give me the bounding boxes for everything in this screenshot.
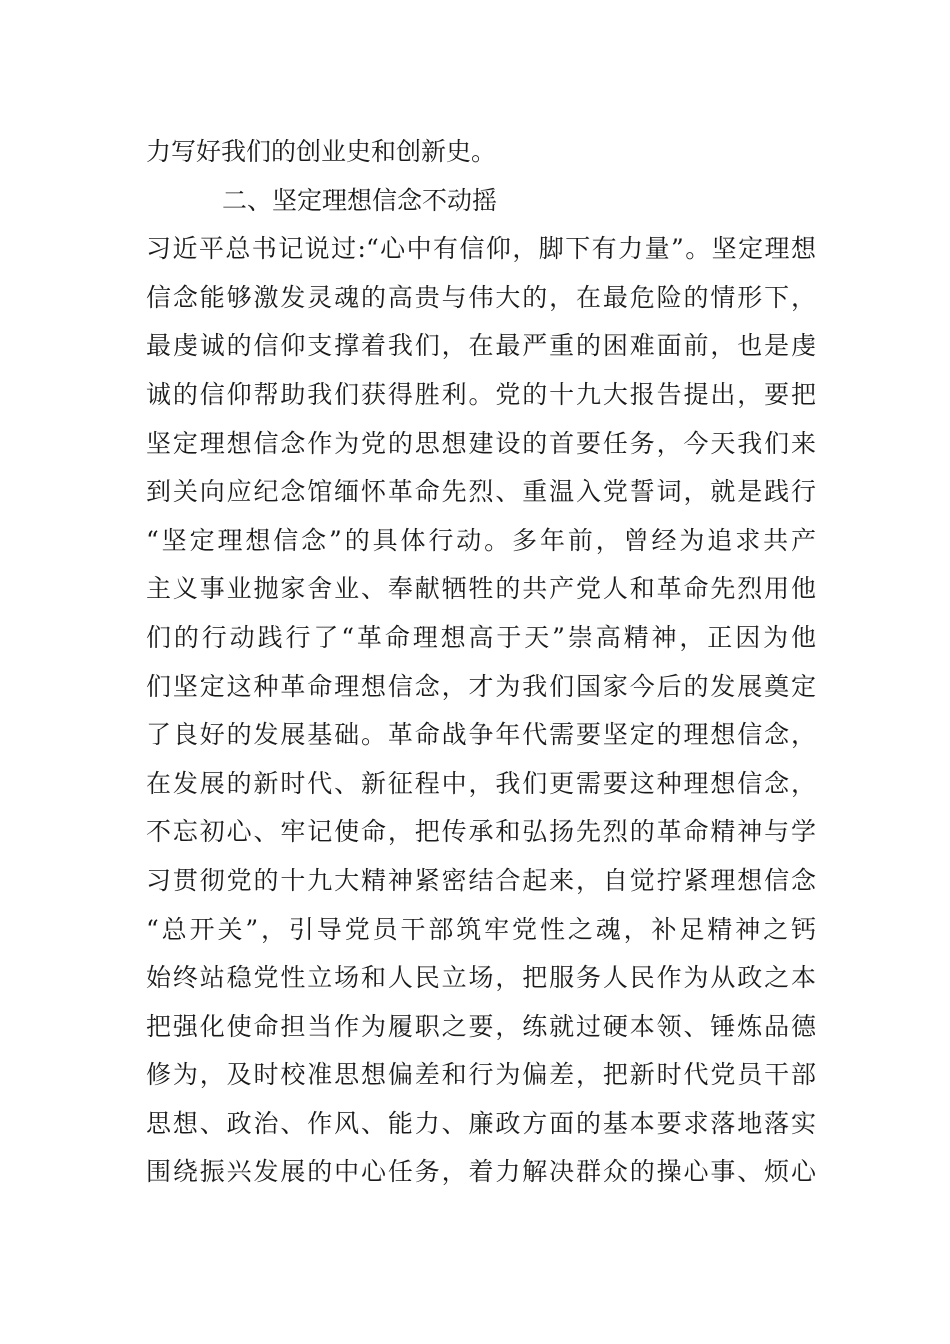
paragraph-line: 信念能够激发灵魂的高贵与伟大的，在最危险的情形下， (146, 282, 816, 312)
paragraph-line: 最虔诚的信仰支撑着我们，在最严重的困难面前，也是虔 (146, 331, 816, 361)
paragraph-line: 到关向应纪念馆缅怀革命先烈、重温入党誓词，就是践行 (146, 477, 816, 507)
paragraph-line: 主义事业抛家舍业、奉献牺牲的共产党人和革命先烈用他 (146, 574, 816, 604)
paragraph-line: 们的行动践行了“革命理想高于天”崇高精神，正因为他 (146, 622, 816, 652)
paragraph-line: “总开关”，引导党员干部筑牢党性之魂，补足精神之钙 (146, 914, 816, 944)
paragraph-line: 始终站稳党性立场和人民立场，把服务人民作为从政之本 (146, 963, 816, 993)
paragraph-line: 思想、政治、作风、能力、廉政方面的基本要求落地落实 (146, 1108, 816, 1138)
paragraph-line: 围绕振兴发展的中心任务，着力解决群众的操心事、烦心 (146, 1157, 816, 1187)
paragraph-line: 不忘初心、牢记使命，把传承和弘扬先烈的革命精神与学 (146, 817, 816, 847)
paragraph-line: 习贯彻党的十九大精神紧密结合起来，自觉拧紧理想信念 (146, 865, 816, 895)
paragraph-line: 了良好的发展基础。革命战争年代需要坚定的理想信念， (146, 720, 816, 750)
paragraph-line: 诚的信仰帮助我们获得胜利。党的十九大报告提出，要把 (146, 379, 816, 409)
paragraph-line: 习近平总书记说过:“心中有信仰，脚下有力量”。坚定理想 (146, 234, 816, 264)
paragraph-line: “坚定理想信念”的具体行动。多年前，曾经为追求共产 (146, 525, 816, 555)
paragraph-line: 力写好我们的创业史和创新史。 (146, 137, 497, 166)
paragraph-line: 把强化使命担当作为履职之要，练就过硬本领、锤炼品德 (146, 1011, 816, 1041)
section-heading: 二、坚定理想信念不动摇 (222, 185, 498, 215)
paragraph-line: 们坚定这种革命理想信念，才为我们国家今后的发展奠定 (146, 671, 816, 701)
paragraph-line: 修为，及时校准思想偏差和行为偏差，把新时代党员干部 (146, 1060, 816, 1090)
paragraph-line: 坚定理想信念作为党的思想建设的首要任务，今天我们来 (146, 428, 816, 458)
document-body (146, 128, 816, 1197)
paragraph-line: 在发展的新时代、新征程中，我们更需要这种理想信念， (146, 768, 816, 798)
